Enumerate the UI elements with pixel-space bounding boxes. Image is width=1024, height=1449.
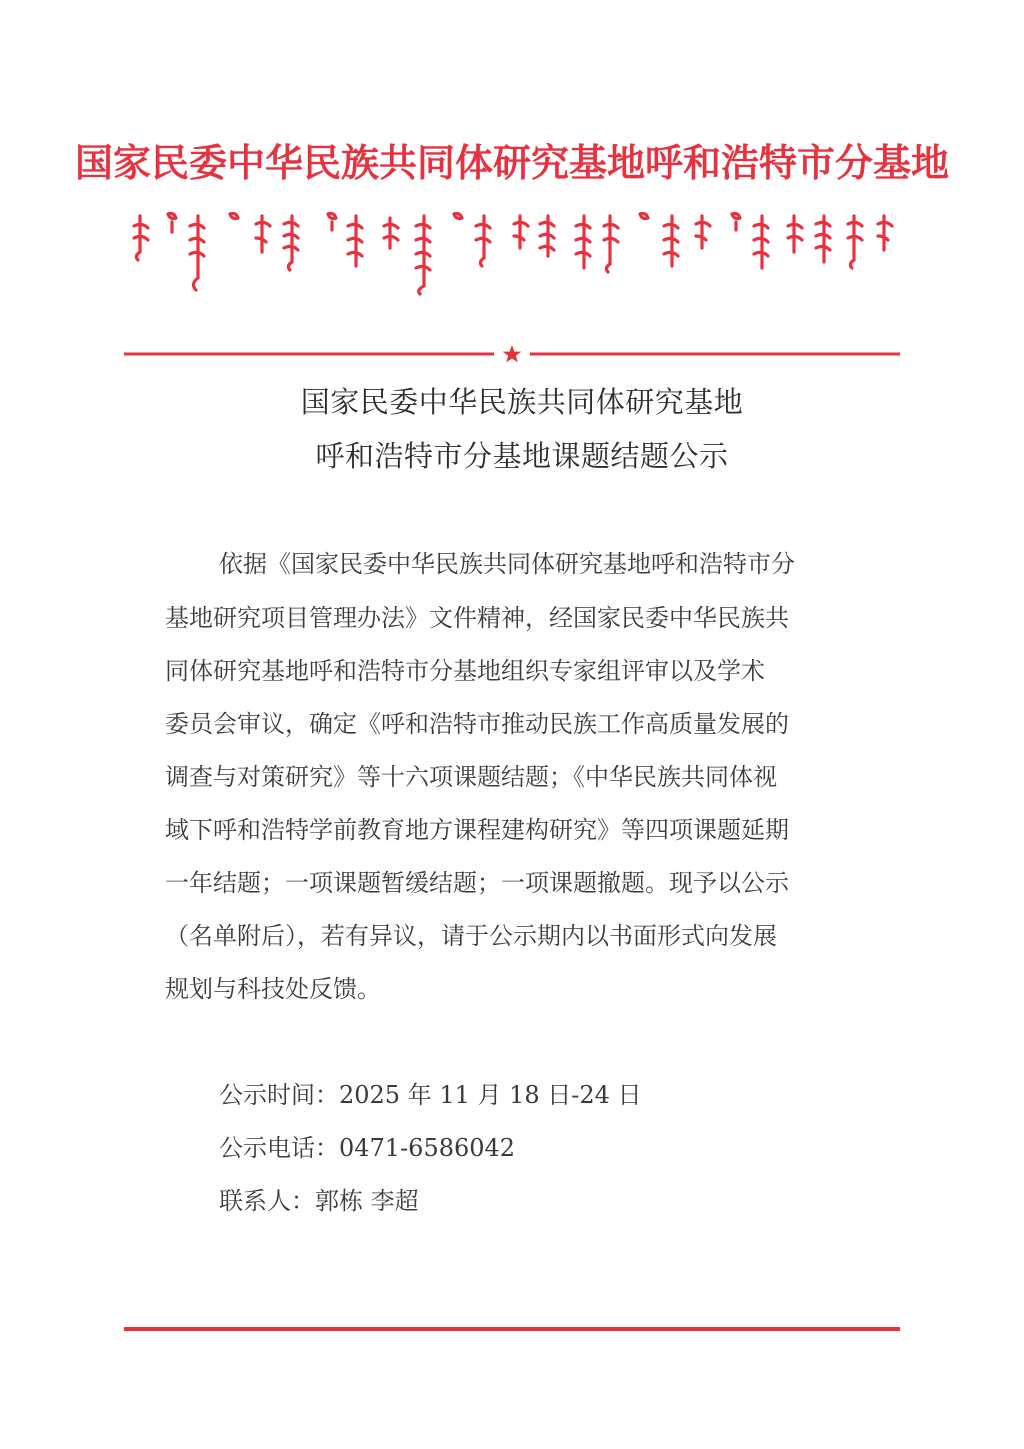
notice-title-line-1: 国家民委中华民族共同体研究基地 (300, 385, 744, 419)
body-paragraph-line: 域下呼和浩特学前教育地方课程建构研究》等四项课题延期 (165, 816, 789, 844)
body-paragraph-line: 规划与科技处反馈。 (165, 975, 381, 1003)
notice-period: 公示时间：2025 年 11 月 18 日-24 日 (219, 1081, 642, 1109)
header-divider-star (124, 344, 900, 364)
body-paragraph-line: （名单附后），若有异议，请于公示期内以书面形式向发展 (165, 922, 777, 950)
body-paragraph-line: 同体研究基地呼和浩特市分基地组织专家组评审以及学术 (165, 657, 765, 685)
contact-persons: 联系人：郭栋 李超 (219, 1187, 419, 1215)
star-icon (503, 345, 522, 362)
body-paragraph-line: 一年结题；一项课题暂缓结题；一项课题撤题。现予以公示 (165, 869, 789, 897)
body-paragraph-line: 调查与对策研究》等十六项课题结题；《中华民族共同体视 (165, 763, 777, 791)
org-header-title: 国家民委中华民族共同体研究基地呼和浩特市分基地 (74, 140, 949, 185)
mongolian-script-logotype (128, 208, 898, 296)
body-paragraph-line: 委员会审议，确定《呼和浩特市推动民族工作高质量发展的 (165, 710, 789, 738)
notice-title-line-2: 呼和浩特市分基地课题结题公示 (315, 439, 729, 473)
notice-phone: 公示电话：0471-6586042 (219, 1134, 516, 1162)
body-paragraph-line: 依据《国家民委中华民族共同体研究基地呼和浩特市分 (219, 550, 795, 578)
footer-divider (124, 1327, 900, 1331)
body-paragraph-line: 基地研究项目管理办法》文件精神，经国家民委中华民族共 (165, 604, 789, 632)
